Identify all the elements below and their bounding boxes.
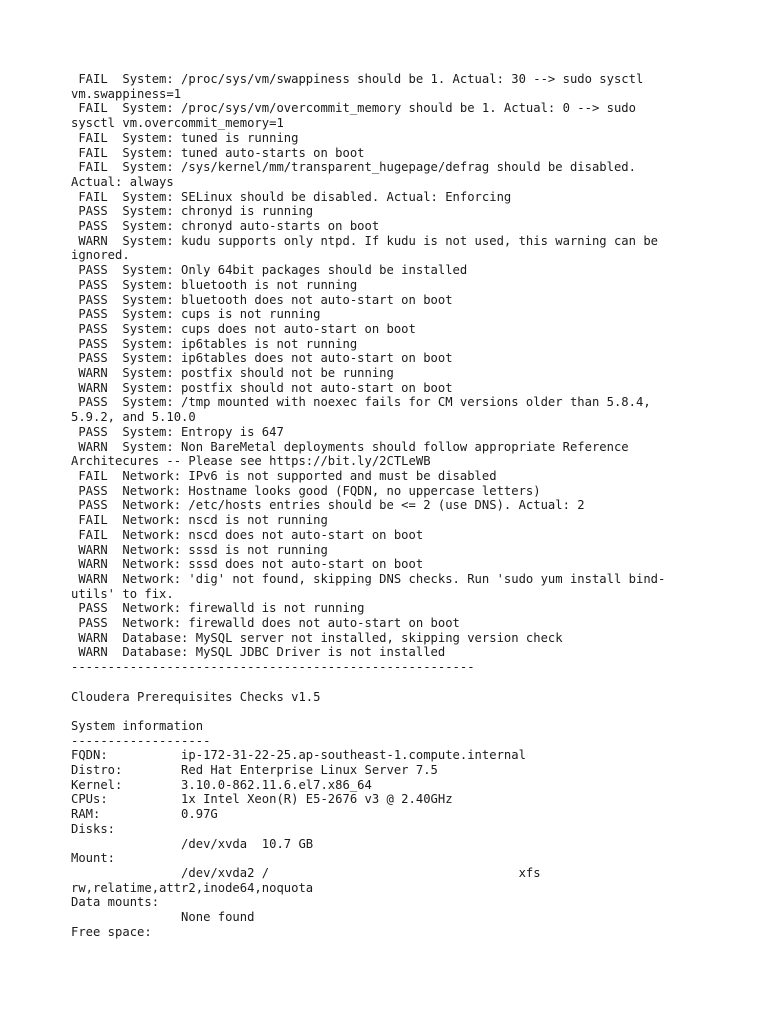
output-line: Data mounts:: [71, 895, 160, 910]
output-line: WARN Network: sssd is not running: [71, 542, 328, 557]
output-line: PASS System: Entropy is 647: [71, 424, 284, 439]
output-line: PASS Network: firewalld does not auto-start on boot: [71, 616, 460, 631]
output-line: PASS System: cups is not running: [71, 307, 321, 322]
output-line: Disks:: [71, 821, 116, 836]
output-line: [71, 704, 691, 719]
output-line: System information: [71, 718, 204, 733]
output-line: FAIL System: /proc/sys/vm/overcommit_memory should be 1. Actual: 0 --> sudo: [71, 101, 636, 116]
output-line: [71, 675, 691, 690]
output-line: PASS Network: Hostname looks good (FQDN, no uppercase letters): [71, 483, 541, 498]
output-line: FQDN: ip-172-31-22-25.ap-southeast-1.compute.internal: [71, 748, 526, 763]
output-line: ignored.: [71, 248, 130, 263]
output-line: PASS Network: firewalld is not running: [71, 601, 365, 616]
output-line: WARN System: postfix should not auto-start on boot: [71, 380, 453, 395]
output-line: FAIL System: SELinux should be disabled. Actual: Enforcing: [71, 189, 512, 204]
output-line: /dev/xvda 10.7 GB: [71, 836, 314, 851]
output-line: rw,relatime,attr2,inode64,noquota: [71, 880, 314, 895]
output-line: WARN System: Non BareMetal deployments should follow appropriate Reference: [71, 439, 629, 454]
output-line: PASS System: ip6tables is not running: [71, 336, 358, 351]
output-line: 5.9.2, and 5.10.0: [71, 410, 196, 425]
output-line: /dev/xvda2 / xfs: [71, 865, 541, 880]
output-line: WARN Database: MySQL server not installed, skipping version check: [71, 630, 563, 645]
output-line: WARN System: postfix should not be running: [71, 366, 394, 381]
output-line: Actual: always: [71, 174, 174, 189]
output-line: Cloudera Prerequisites Checks v1.5: [71, 689, 321, 704]
output-line: PASS System: chronyd is running: [71, 204, 314, 219]
output-line: FAIL Network: nscd does not auto-start on boot: [71, 527, 424, 542]
output-line: PASS System: Only 64bit packages should be installed: [71, 263, 468, 278]
output-line: FAIL Network: IPv6 is not supported and must be disabled: [71, 468, 497, 483]
output-line: PASS Network: /etc/hosts entries should be <= 2 (use DNS). Actual: 2: [71, 498, 585, 513]
output-line: FAIL System: /sys/kernel/mm/transparent_hugepage/defrag should be disabled.: [71, 160, 636, 175]
output-line: PASS System: chronyd auto-starts on boot: [71, 219, 380, 234]
output-line: Distro: Red Hat Enterprise Linux Server 7.5: [71, 763, 438, 778]
output-line: Free space:: [71, 924, 152, 939]
output-line: WARN Network: sssd does not auto-start on boot: [71, 557, 424, 572]
output-line: None found: [71, 910, 255, 925]
output-line: utils' to fix.: [71, 586, 174, 601]
output-line: RAM: 0.97G: [71, 807, 218, 822]
output-line: PASS System: /tmp mounted with noexec fails for CM versions older than 5.8.4,: [71, 395, 651, 410]
output-line: PASS System: cups does not auto-start on boot: [71, 321, 416, 336]
output-line: FAIL System: tuned auto-starts on boot: [71, 145, 365, 160]
output-line: FAIL System: tuned is running: [71, 130, 299, 145]
output-line: PASS System: bluetooth does not auto-start on boot: [71, 292, 453, 307]
output-line: Architecures -- Please see https://bit.ly/2CTLeWB: [71, 454, 431, 469]
output-line: sysctl vm.overcommit_memory=1: [71, 116, 284, 131]
output-line: PASS System: ip6tables does not auto-start on boot: [71, 351, 453, 366]
output-line: WARN System: kudu supports only ntpd. If kudu is not used, this warning can be: [71, 233, 658, 248]
output-line: WARN Network: 'dig' not found, skipping DNS checks. Run 'sudo yum install bind-: [71, 571, 666, 586]
output-line: vm.swappiness=1: [71, 86, 182, 101]
output-line: FAIL System: /proc/sys/vm/swappiness should be 1. Actual: 30 --> sudo sysctl: [71, 72, 644, 86]
output-line: FAIL Network: nscd is not running: [71, 513, 328, 528]
output-line: -------------------------------------------------------: [71, 660, 475, 675]
output-line: Kernel: 3.10.0-862.11.6.el7.x86_64: [71, 777, 372, 792]
output-line: -------------------: [71, 733, 211, 748]
output-line: CPUs: 1x Intel Xeon(R) E5-2676 v3 @ 2.40GHz: [71, 792, 453, 807]
output-line: WARN Database: MySQL JDBC Driver is not installed: [71, 645, 446, 660]
output-line: Mount:: [71, 851, 116, 866]
output-line: PASS System: bluetooth is not running: [71, 277, 358, 292]
terminal-output: [71, 72, 691, 939]
